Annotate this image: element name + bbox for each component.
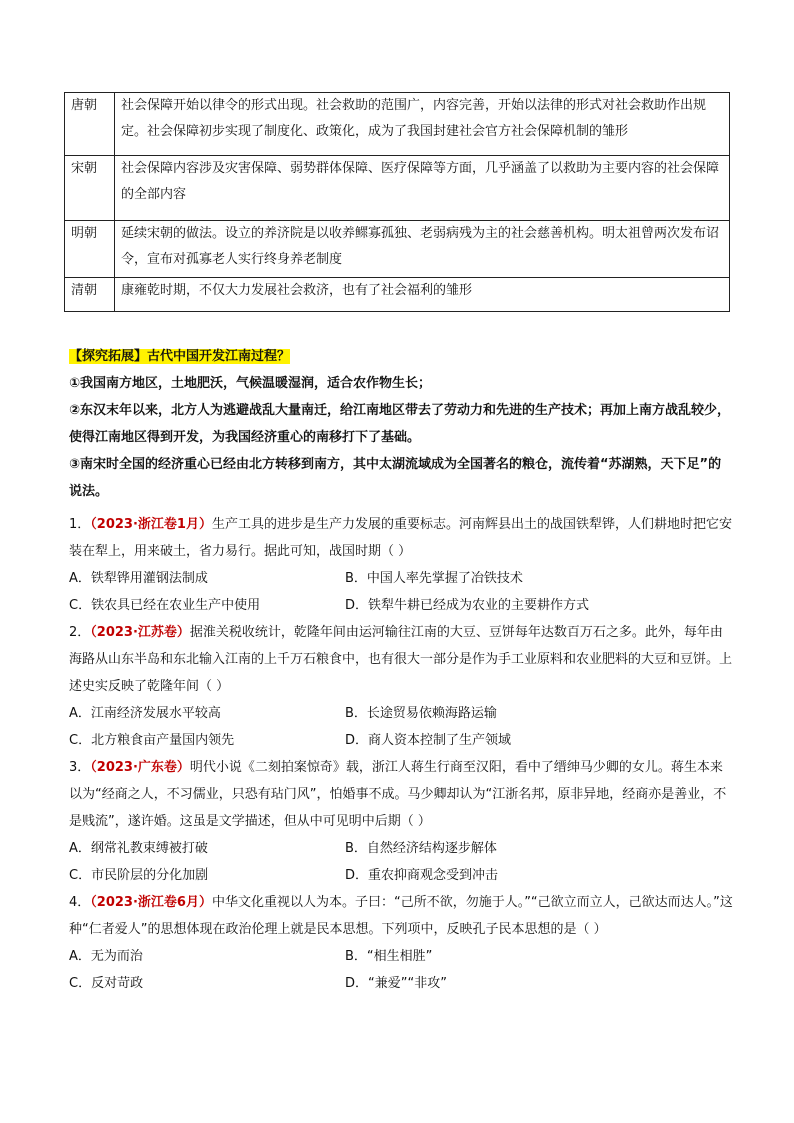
question-number: 2． <box>69 625 91 640</box>
table-row <box>65 93 730 156</box>
option-c[interactable]: C．市民阶层的分化加剧 <box>69 868 209 883</box>
table-row <box>65 278 730 312</box>
table-row <box>65 221 730 278</box>
question-source: （2023·浙江卷1月） <box>90 517 212 532</box>
table-row <box>65 156 730 221</box>
question-stem <box>69 754 733 835</box>
dynasty-cell: 宋朝 <box>65 156 115 221</box>
option-grid <box>69 835 733 889</box>
description-cell: 社会保障内容涉及灾害保障、弱势群体保障、医疗保障等方面，几乎涵盖了以救助为主要内容的社会保障的全部内容 <box>115 156 730 221</box>
dynasty-cell: 清朝 <box>65 278 115 312</box>
explore-title: 古代中国开发江南过程？ <box>147 349 291 364</box>
option-a[interactable]: A．无为而治 <box>69 949 143 964</box>
option-a[interactable]: A．铁犁铧用灌钢法制成 <box>69 571 208 586</box>
question-list <box>69 511 733 997</box>
explore-point: ②东汉末年以来，北方人为逃避战乱大量南迁，给江南地区带去了劳动力和先进的生产技术；再加上南方战乱较少，使得江南地区得到开发，为我国经济重心的南移打下了基础。 <box>69 403 731 445</box>
explore-point: ①我国南方地区，土地肥沃，气候温暖湿润，适合农作物生长； <box>69 376 432 391</box>
option-grid <box>69 565 733 619</box>
explore-tag: 【探究拓展】 <box>69 349 148 364</box>
question-stem <box>69 619 733 700</box>
question-source: （2023·江苏卷） <box>90 625 190 640</box>
option-c[interactable]: C．北方粮食亩产量国内领先 <box>69 733 235 748</box>
question-3 <box>69 754 733 889</box>
explore-section <box>69 343 733 505</box>
option-b[interactable]: B．“相生相胜” <box>345 949 433 964</box>
option-grid <box>69 943 733 997</box>
option-d[interactable]: D．铁犁牛耕已经成为农业的主要耕作方式 <box>345 598 590 613</box>
option-b[interactable]: B．中国人率先掌握了冶铁技术 <box>345 571 523 586</box>
dynasty-cell: 唐朝 <box>65 93 115 156</box>
question-4 <box>69 889 733 997</box>
question-stem <box>69 889 733 943</box>
question-number: 3． <box>69 760 91 775</box>
explore-point: ③南宋时全国的经济重心已经由北方转移到南方，其中太湖流域成为全国著名的粮仓，流传着“苏湖熟，天下足”的说法。 <box>69 457 722 499</box>
option-grid <box>69 700 733 754</box>
question-text: 生产工具的进步是生产力发展的重要标志。河南辉县出土的战国铁犁铧，人们耕地时把它安装在犁上，用来破土，省力易行。据此可知，战国时期（ ） <box>69 517 732 559</box>
option-c[interactable]: C．铁农具已经在农业生产中使用 <box>69 598 261 613</box>
dynasty-cell: 明朝 <box>65 221 115 278</box>
option-a[interactable]: A．纲常礼教束缚被打破 <box>69 841 208 856</box>
question-2 <box>69 619 733 754</box>
dynasty-social-security-table <box>64 92 730 312</box>
question-1 <box>69 511 733 619</box>
question-text: 明代小说《二刻拍案惊奇》载，浙江人蒋生行商至汉阳，看中了缙绅马少卿的女儿。蒋生本来以为“经商之人，不习儒业，只恐有玷门风”，怕婚事不成。马少卿却认为“江浙名邦，原非异地，经商亦是善业，不是贱流”，遂许婚。这虽是文学描述，但从中可见明中后期（ ） <box>69 760 727 829</box>
option-b[interactable]: B．长途贸易依赖海路运输 <box>345 706 497 721</box>
question-text: 据淮关税收统计，乾隆年间由运河输往江南的大豆、豆饼每年达数百万石之多。此外，每年由海路从山东半岛和东北输入江南的上千万石粮食中，也有很大一部分是作为手工业原料和农业肥料的大豆和豆饼。上述史实反映了乾隆年间（ ） <box>69 625 733 694</box>
option-b[interactable]: B．自然经济结构逐步解体 <box>345 841 497 856</box>
description-cell: 康雍乾时期，不仅大力发展社会救济，也有了社会福利的雏形 <box>115 278 730 312</box>
question-stem <box>69 511 733 565</box>
option-a[interactable]: A．江南经济发展水平较高 <box>69 706 221 721</box>
explore-heading <box>69 343 733 370</box>
option-d[interactable]: D．商人资本控制了生产领域 <box>345 733 512 748</box>
option-c[interactable]: C．反对苛政 <box>69 976 144 991</box>
option-d[interactable]: D．“兼爱”“非攻” <box>345 976 447 991</box>
description-cell: 延续宋朝的做法。设立的养济院是以收养鳏寡孤独、老弱病残为主的社会慈善机构。明太祖曾两次发布诏令，宣布对孤寡老人实行终身养老制度 <box>115 221 730 278</box>
question-number: 1． <box>69 517 91 532</box>
question-source: （2023·浙江卷6月） <box>90 895 212 910</box>
question-number: 4． <box>69 895 91 910</box>
description-cell: 社会保障开始以律令的形式出现。社会救助的范围广，内容完善，开始以法律的形式对社会救助作出规定。社会保障初步实现了制度化、政策化，成为了我国封建社会官方社会保障机制的雏形 <box>115 93 730 156</box>
question-source: （2023·广东卷） <box>90 760 190 775</box>
option-d[interactable]: D．重农抑商观念受到冲击 <box>345 868 499 883</box>
question-text: 中华文化重视以人为本。子曰：“己所不欲，勿施于人。”“己欲立而立人，己欲达而达人。”这种“仁者爱人”的思想体现在政治伦理上就是民本思想。下列项中，反映孔子民本思想的是（ ） <box>69 895 733 937</box>
